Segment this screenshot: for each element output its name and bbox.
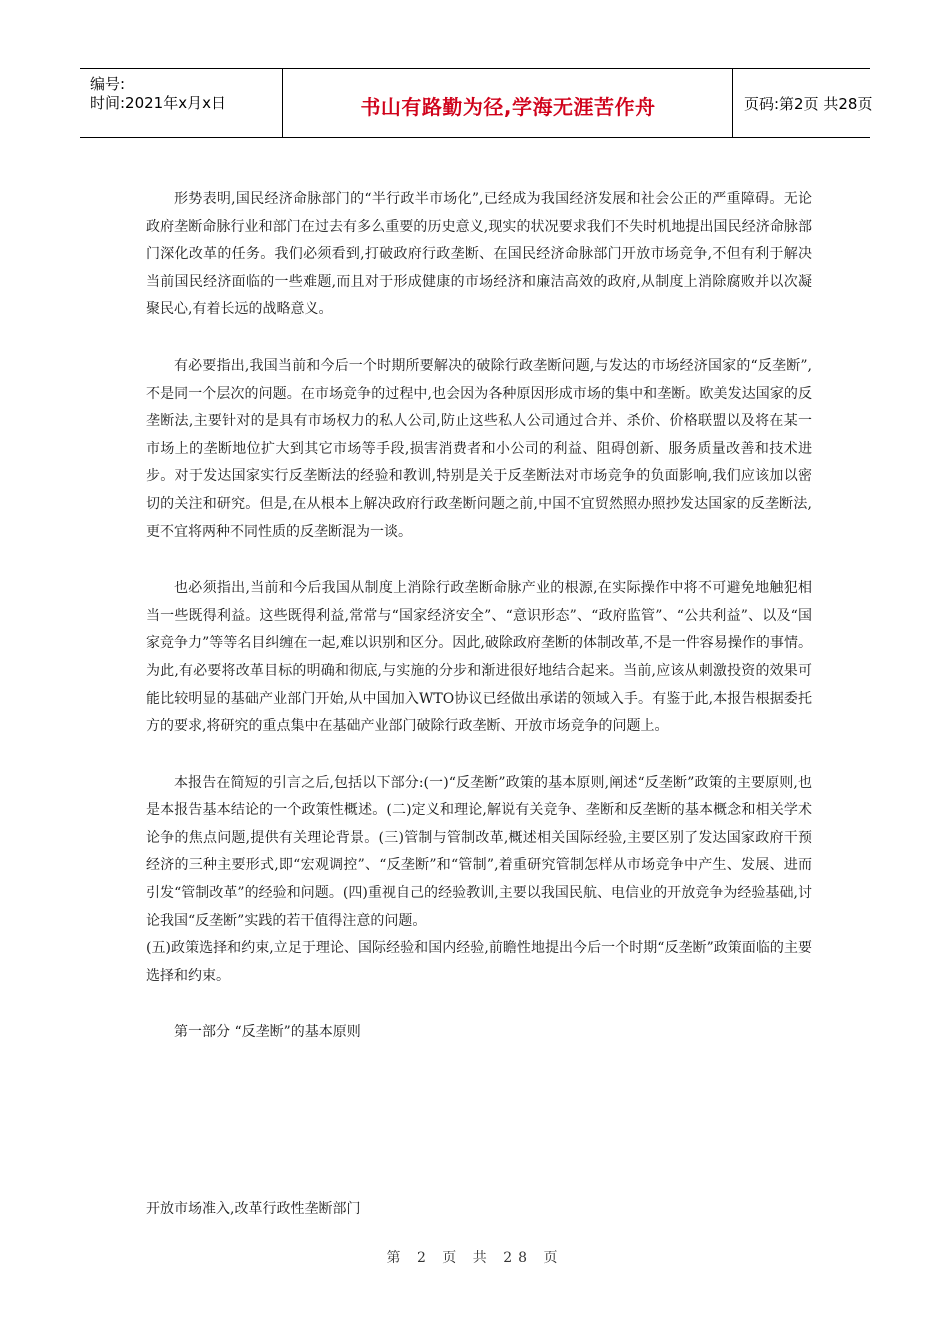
time-label: 时间:2021年x月x日 (90, 94, 226, 112)
section-heading: 开放市场准入,改革行政性垄断部门 (146, 1201, 361, 1217)
number-label: 编号: (90, 75, 126, 93)
page-footer: 第 2 页 共 28 页 (386, 1250, 564, 1266)
paragraph: 也必须指出,当前和今后我国从制度上消除行政垄断命脉产业的根源,在实际操作中将不可避免地触犯相当一些既得利益。这些既得利益,常常与“国家经济安全”、“意识形态”、“政府监管”、“公共利益”、以及“国家竞争力”等等名目纠缠在一起,难以识别和区分。因此,破除政府垄断的体制改革,不是一件容易操作的事情。为此,有必要将改革目标的明确和彻底,与实施的分步和渐进很好地结合起来。当前,应该从刺激投资的效果可能比较明显的基础产业部门开始,从中国加入WTO协议已经做出承诺的领域入手。有鉴于此,本报告根据委托方的要求,将研究的重点集中在基础产业部门破除行政垄断、开放市场竞争的问题上。 (146, 580, 812, 735)
page-info: 页码:第2页 共28页 (744, 95, 873, 113)
document-body (146, 186, 812, 1047)
header-page-cell (734, 69, 873, 137)
part-title: 第一部分 “反垄断”的基本原则 (174, 1024, 361, 1041)
paragraph: (五)政策选择和约束,立足于理论、国际经验和国内经验,前瞻性地提出今后一个时期“反垄断”政策面临的主要选择和约束。 (146, 940, 812, 984)
header-motto-cell (284, 69, 733, 137)
paragraph: 形势表明,国民经济命脉部门的“半行政半市场化”,已经成为我国经济发展和社会公正的严重障碍。无论政府垄断命脉行业和部门在过去有多么重要的历史意义,现实的状况要求我们不失时机地提出国民经济命脉部门深化改革的任务。我们必须看到,打破政府行政垄断、在国民经济命脉部门开放市场竞争,不但有利于解决当前国民经济面临的一些难题,而且对于形成健康的市场经济和廉洁高效的政府,从制度上消除腐败并以次凝聚民心,有着长远的战略意义。 (146, 191, 812, 318)
paragraph: 本报告在简短的引言之后,包括以下部分:(一)“反垄断”政策的基本原则,阐述“反垄断”政策的主要原则,也是本报告基本结论的一个政策性概述。(二)定义和理论,解说有关竞争、垄断和反垄断的基本概念和相关学术论争的焦点问题,提供有关理论背景。(三)管制与管制改革,概述相关国际经验,主要区别了发达国家政府干预经济的三种主要形式,即“宏观调控”、“反垄断”和“管制”,着重研究管制怎样从市场竞争中产生、发展、进而引发“管制改革”的经验和问题。(四)重视自己的经验教训,主要以我国民航、电信业的开放竞争为经验基础,讨论我国“反垄断”实践的若干值得注意的问题。 (146, 774, 812, 929)
page-header (80, 68, 873, 138)
motto: 书山有路勤为径,学海无涯苦作舟 (360, 95, 656, 119)
header-meta (80, 69, 283, 137)
paragraph: 有必要指出,我国当前和今后一个时期所要解决的破除行政垄断问题,与发达的市场经济国家的“反垄断”,不是同一个层次的问题。在市场竞争的过程中,也会因为各种原因形成市场的集中和垄断。欧美发达国家的反垄断法,主要针对的是具有市场权力的私人公司,防止这些私人公司通过合并、杀价、价格联盟以及将在某一市场上的垄断地位扩大到其它市场等手段,损害消费者和小公司的利益、阻碍创新、服务质量改善和技术进步。对于发达国家实行反垄断法的经验和教训,特别是关于反垄断法对市场竞争的负面影响,我们应该加以密切的关注和研究。但是,在从根本上解决政府行政垄断问题之前,中国不宜贸然照办照抄发达国家的反垄断法,更不宜将两种不同性质的反垄断混为一谈。 (146, 357, 812, 540)
